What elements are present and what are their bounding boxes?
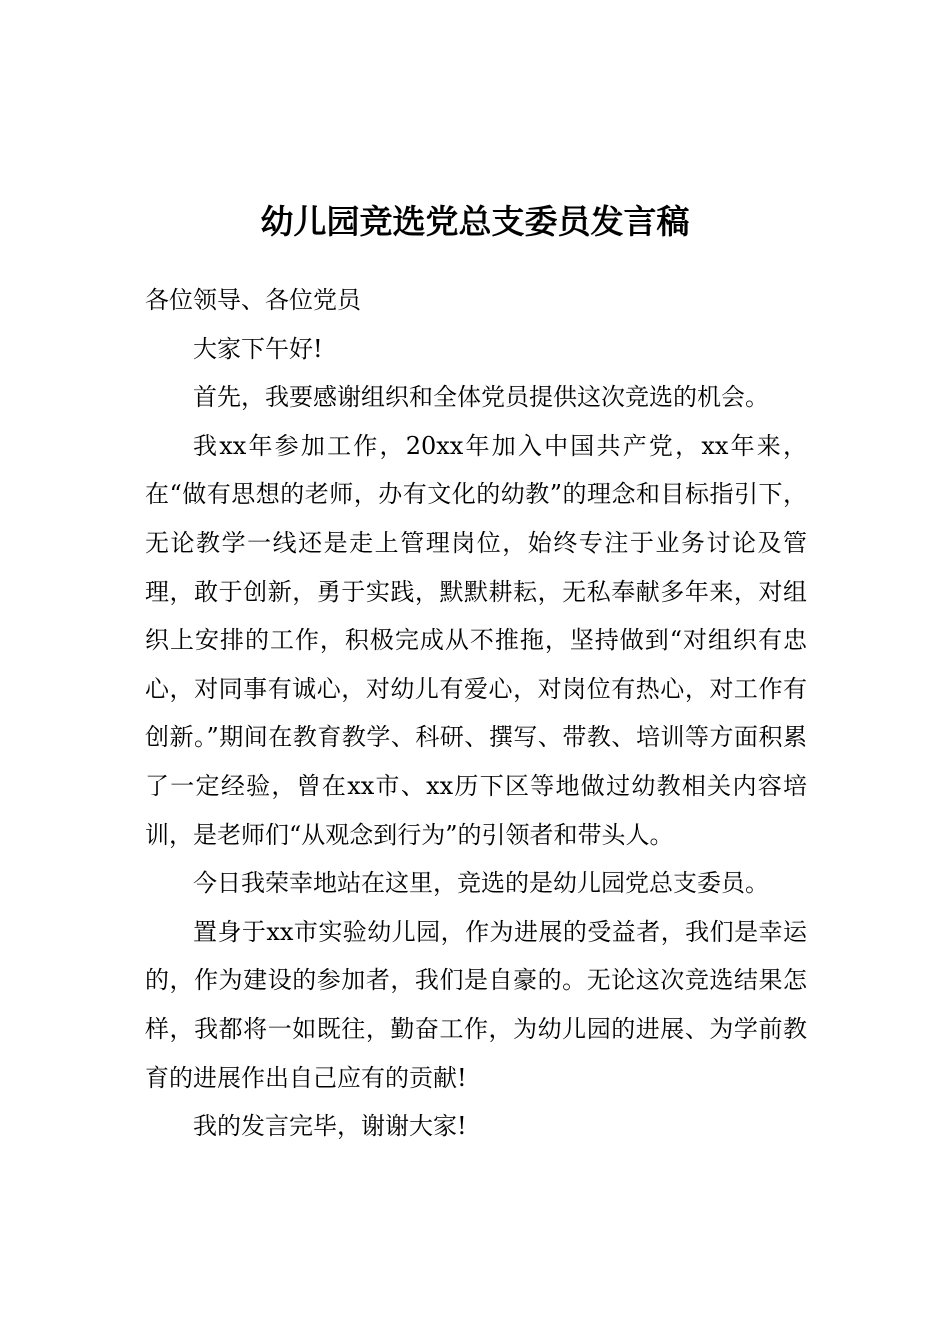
paragraph-candidacy: 今日我荣幸地站在这里，竞选的是幼儿园党总支委员。	[193, 869, 769, 898]
paragraph-greeting: 大家下午好!	[193, 334, 323, 363]
document-title: 幼儿园竞选党总支委员发言稿	[260, 202, 690, 242]
paragraph-thanks: 首先，我要感谢组织和全体党员提供这次竞选的机会。	[193, 383, 769, 412]
paragraph-experience: 我xx年参加工作，20xx年加入中国共产党，xx年来，在“做有思想的老师，办有文化的幼教”的理念和目标指引下，无论教学一线还是走上管理岗位，始终专注于业务讨论及管理，敢于创新，勇于实践，默默耕耘，无私奉献多年来，对组织上安排的工作，积极完成从不推拖，坚持做到“对组织有忠心，对同事有诚心，对幼儿有爱心，对岗位有热心，对工作有创新。”期间在教育教学、科研、撰写、带教、培训等方面积累了一定经验，曾在xx市、xx历下区等地做过幼教相关内容培训，是老师们“从观念到行为”的引领者和带头人。	[145, 431, 807, 849]
paragraph-closing: 我的发言完毕，谢谢大家!	[193, 1112, 467, 1141]
paragraph-commitment: 置身于xx市实验幼儿园，作为进展的受益者，我们是幸运的，作为建设的参加者，我们是自豪的。无论这次竞选结果怎样，我都将一如既往，勤奋工作，为幼儿园的进展、为学前教育的进展作出自己应有的贡献!	[145, 917, 807, 1092]
document-body	[145, 276, 807, 1151]
salutation: 各位领导、各位党员	[145, 286, 361, 314]
